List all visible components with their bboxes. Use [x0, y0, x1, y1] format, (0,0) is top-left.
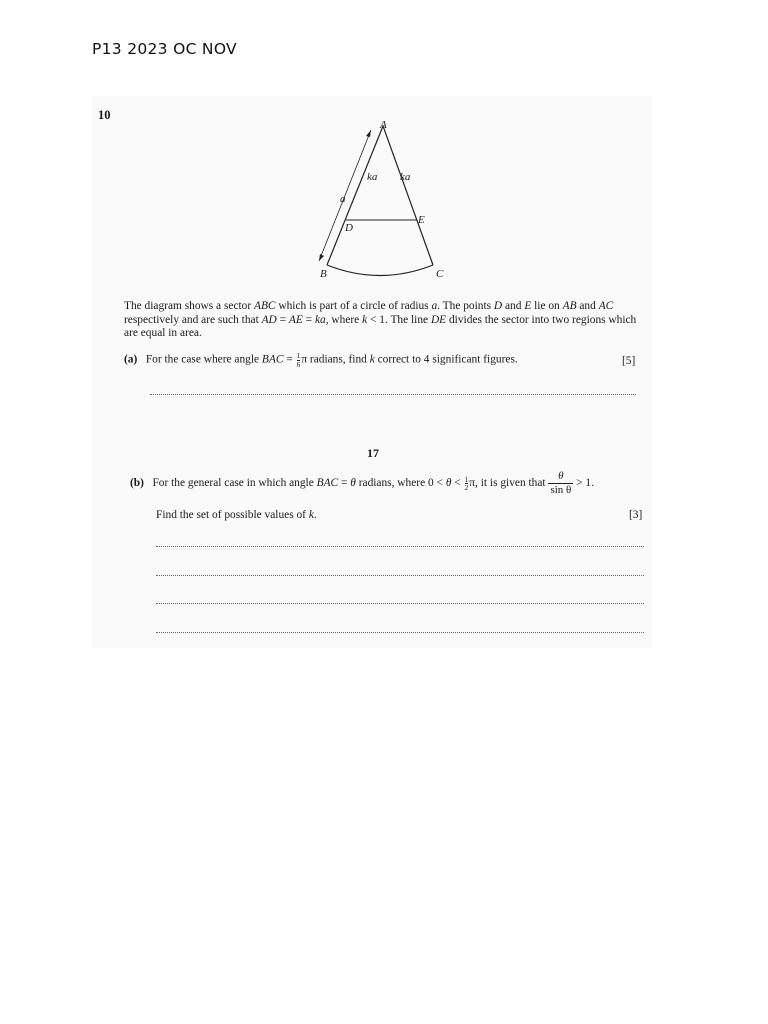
part-b-label: (b) [130, 477, 144, 490]
document-header: P13 2023 OC NOV [92, 40, 237, 58]
part-b-text: (b) For the general case in which angle BAC = θ radians, where 0 < θ < $\frac{1}{2}$ π, it is given that $\frac{\theta}{\text{sin θ}}$ > 1. [130, 470, 594, 496]
part-a-marks: [5] [622, 355, 636, 367]
answer-line-b4[interactable] [156, 632, 644, 633]
arrow-head-top [366, 130, 371, 137]
part-a-text: (a) For the case where angle BAC = $\frac{1}{6}$ π radians, find k correct to 4 significant figures. [124, 351, 518, 369]
question-intro: The diagram shows a sector ABC which is part of a circle of radius a. The points D and E lie on AB and AC respectively and are such that AD = AE = ka, where k < 1. The line DE divides the sector into two regions which are equal in area. [124, 300, 637, 339]
label-ka-left: ka [367, 171, 378, 183]
answer-line-b3[interactable] [156, 603, 644, 604]
label-ka-right: ka [400, 171, 411, 183]
fraction-theta-over-sin: $\frac{\theta}{\text{sin θ}}$ [550, 470, 572, 496]
fraction-one-half: $\frac{1}{2}$ [464, 474, 469, 492]
fraction-one-sixth: $\frac{1}{6}$ [296, 351, 301, 369]
page-number: 17 [367, 446, 379, 460]
answer-line-b1[interactable] [156, 546, 644, 547]
answer-line-b2[interactable] [156, 575, 644, 576]
label-e-point: E [418, 214, 425, 226]
question-number: 10 [98, 108, 111, 122]
label-d-point: D [345, 222, 353, 234]
answer-line-a[interactable] [150, 394, 636, 395]
arc-bc [327, 265, 433, 276]
label-b-point: B [320, 268, 327, 280]
part-b-marks: [3] [629, 509, 643, 521]
side-ab [327, 126, 383, 265]
part-b-find: Find the set of possible values of k. [156, 509, 317, 521]
part-a-label: (a) [124, 353, 138, 366]
label-c-point: C [436, 268, 444, 280]
side-ac [383, 126, 433, 265]
sector-diagram [300, 114, 460, 284]
arrow-head-bottom [319, 254, 324, 261]
label-a-point: A [380, 119, 387, 131]
label-radius-a: a [340, 193, 346, 205]
